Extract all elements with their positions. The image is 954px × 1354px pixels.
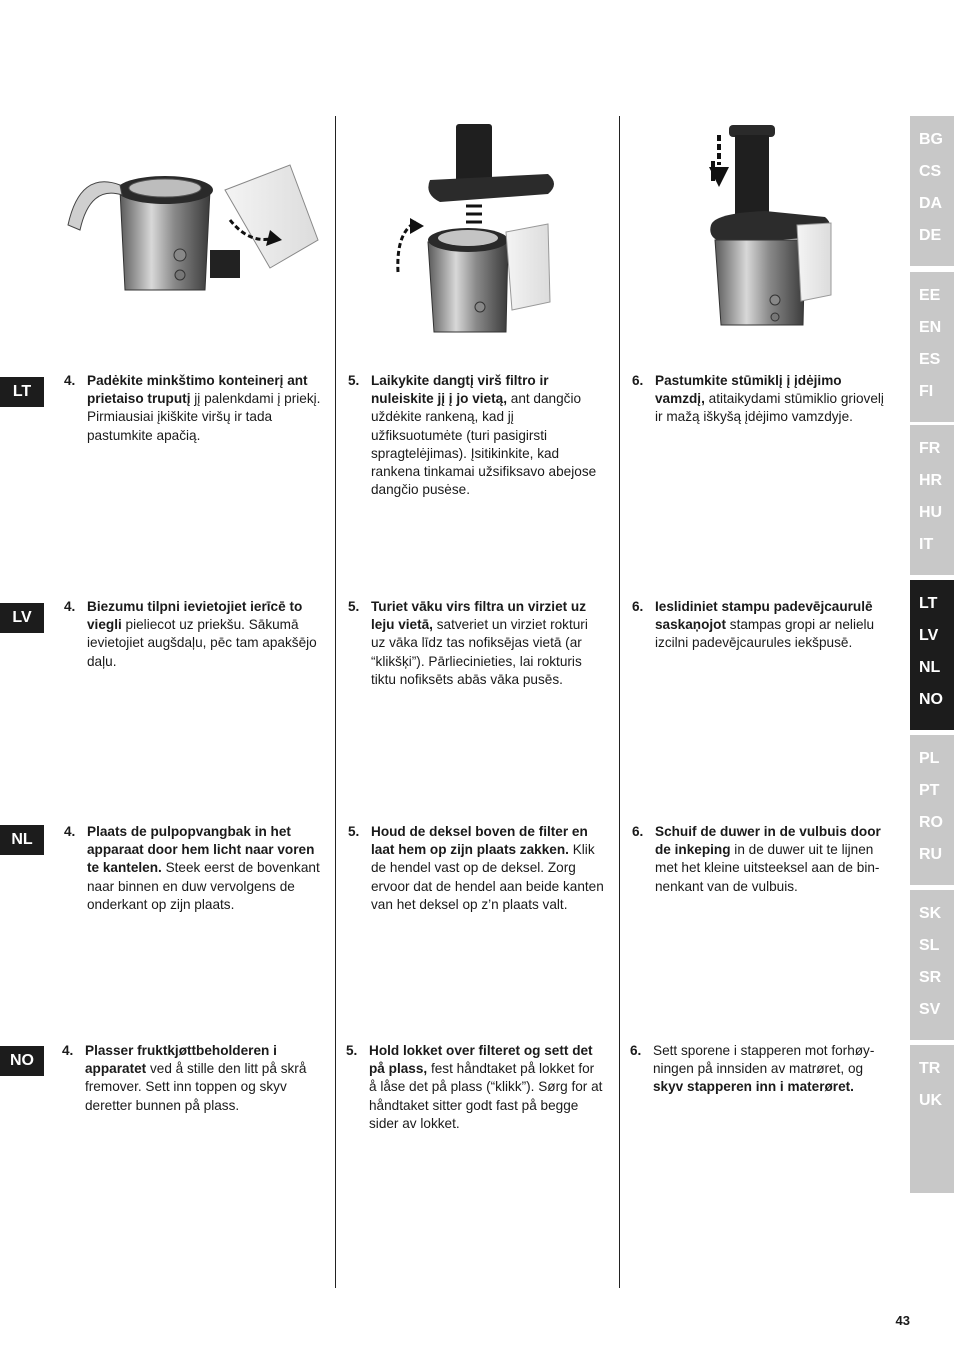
language-badge-lv: LV (0, 603, 44, 633)
sidebar-group-4-active (910, 580, 954, 730)
step-number: 6. (630, 1043, 642, 1058)
sidebar-item-pl[interactable]: PL (919, 750, 940, 767)
no-step-5 (346, 1042, 604, 1133)
sidebar-item-pt[interactable]: PT (919, 782, 940, 799)
step-text: Klik de hendel vast op de deksel. Zorg ervoor dat de hendel aan beide kanten van het deksel op z’n plaats valt. (371, 842, 604, 912)
sidebar-item-it[interactable]: IT (919, 536, 934, 553)
sidebar-item-hr[interactable]: HR (919, 472, 943, 489)
step-bold-text: Schuif de duwer in de vulbuis door de inkeping (655, 824, 881, 858)
sidebar-item-ee[interactable]: EE (919, 287, 941, 304)
sidebar-item-lt[interactable]: LT (919, 595, 938, 612)
column-divider-left (335, 116, 336, 1288)
sidebar-item-sv[interactable]: SV (919, 1001, 941, 1018)
step-bold-text: Hold lokket over filteret og sett det på plass, (369, 1043, 593, 1077)
step-text: Steek eerst de bovenkant naar binnen en duw vervolgens de onderkant op zijn plaats. (87, 860, 320, 912)
step-bold-text: Laikykite dangtį virš filtro ir nuleiskite jį į jo vietą, (371, 373, 549, 407)
step-bold-text: Pastumkite stūmiklį į įdėjimo vamzdį, (655, 373, 842, 407)
sidebar-item-da[interactable]: DA (919, 195, 943, 212)
illustration-step-6 (705, 125, 835, 340)
sidebar-item-ru[interactable]: RU (919, 846, 943, 863)
no-step-4 (62, 1042, 326, 1115)
sidebar-item-es[interactable]: ES (919, 351, 941, 368)
nl-step-6 (632, 823, 890, 896)
language-badge-no: NO (0, 1046, 44, 1076)
sidebar-item-fr[interactable]: FR (919, 440, 941, 457)
sidebar-item-ro[interactable]: RO (919, 814, 943, 831)
sidebar-item-de[interactable]: DE (919, 227, 942, 244)
sidebar-item-sr[interactable]: SR (919, 969, 942, 986)
sidebar-group-6 (910, 890, 954, 1040)
step-text: stampas gropi ar nelielu izcilni padevējcaurules iekšpusē. (655, 617, 875, 651)
sidebar-item-sk[interactable]: SK (919, 905, 942, 922)
step-text: in de duwer uit te lijnen met het kleine uitsteeksel aan de bin-nenkant van de vulbuis. (655, 842, 880, 894)
step-number: 5. (348, 824, 360, 839)
lt-step-6 (632, 372, 890, 427)
sidebar-item-uk[interactable]: UK (919, 1092, 943, 1109)
page-number: 43 (895, 1313, 910, 1328)
nl-step-5 (348, 823, 604, 914)
sidebar-group-3 (910, 425, 954, 575)
step-number: 6. (632, 824, 644, 839)
step-text: atitaikydami stūmiklio griovelį ir mažą iškyšą įdėjimo vamzdyje. (655, 391, 884, 425)
language-badge-lt: LT (0, 377, 44, 407)
step-number: 6. (632, 373, 644, 388)
sidebar-item-nl[interactable]: NL (919, 659, 941, 676)
step-text: jį palenkdami į priekį. Pirmiausiai įkiškite viršų ir tada pastumkite apačią. (87, 391, 321, 443)
sidebar-item-hu[interactable]: HU (919, 504, 943, 521)
sidebar-item-cs[interactable]: CS (919, 163, 942, 180)
step-text: ant dangčio uždėkite rankeną, kad jį užfiksuotumėte (turi pasigirsti spragtelėjimas). Įsitikinkite, kad rankena tinkamai užsifiksavo abejose dangčio pusėse. (371, 391, 597, 498)
lt-step-5 (348, 372, 604, 499)
sidebar-item-tr[interactable]: TR (919, 1060, 941, 1077)
step-number: 4. (64, 824, 76, 839)
step-text: ved å stille den litt på skrå fremover. Sett inn toppen og skyv deretter bunnen på plass. (85, 1061, 307, 1113)
sidebar-item-sl[interactable]: SL (919, 937, 940, 954)
step-bold-text: Biezumu tilpni ievietojiet ierīcē to viegli (87, 599, 303, 633)
step-number: 4. (64, 373, 76, 388)
language-badge-nl: NL (0, 825, 44, 855)
step-text: satveriet un virziet rokturi uz vāka līdz tas nofiksējas vietā (ar “klikšķi”). Pārliecinieties, lai rokturis tiktu nofiksēts abās vāka pusēs. (371, 617, 588, 687)
step-text-lead: Sett sporene i stapperen mot forhøy-ningen på innsiden av matrøret, og (653, 1043, 875, 1077)
column-divider-right (619, 116, 620, 1288)
step-bold-text: Houd de deksel boven de filter en laat hem op zijn plaats zakken. (371, 824, 588, 858)
lv-step-6 (632, 598, 890, 653)
sidebar-item-lv[interactable]: LV (919, 627, 939, 644)
sidebar-item-en[interactable]: EN (919, 319, 942, 336)
step-bold-text: skyv stapperen inn i materøret. (653, 1079, 854, 1095)
step-number: 6. (632, 599, 644, 614)
sidebar-item-bg[interactable]: BG (919, 131, 943, 148)
sidebar-item-no[interactable]: NO (919, 691, 943, 708)
step-bold-text: Ieslidiniet stampu padevējcaurulē saskaņojot (655, 599, 873, 633)
nl-step-4 (64, 823, 326, 914)
no-step-6 (630, 1042, 890, 1097)
step-bold-text: Plaats de pulpopvangbak in het apparaat door hem licht naar voren te kantelen. (87, 824, 315, 876)
step-number: 4. (62, 1043, 74, 1058)
step-text: fest håndtaket på lokket for å låse det på plass (“klikk”). Sørg for at håndtaket sitter godt fast på begge sider av lokket. (369, 1061, 603, 1131)
sidebar-group-1 (910, 116, 954, 266)
sidebar-group-2 (910, 272, 954, 422)
step-number: 5. (348, 373, 360, 388)
sidebar-group-5 (910, 735, 954, 885)
lv-step-4 (64, 598, 326, 671)
illustration-step-5 (388, 122, 563, 347)
step-bold-text: Padėkite minkštimo konteinerį ant prietaiso truputį (87, 373, 308, 407)
step-text: pieliecot uz priekšu. Sākumā ievietojiet augšdaļu, pēc tam apakšējo daļu. (87, 617, 317, 669)
step-number: 5. (346, 1043, 358, 1058)
step-bold-text: Turiet vāku virs filtra un virziet uz leju vietā, (371, 599, 587, 633)
lt-step-4 (64, 372, 326, 445)
step-number: 4. (64, 599, 76, 614)
sidebar-group-7 (910, 1045, 954, 1193)
sidebar-item-fi[interactable]: FI (919, 383, 934, 400)
lv-step-5 (348, 598, 604, 689)
step-number: 5. (348, 599, 360, 614)
step-bold-text: Plasser fruktkjøttbeholderen i apparatet (85, 1043, 277, 1077)
illustration-step-4 (60, 150, 325, 310)
